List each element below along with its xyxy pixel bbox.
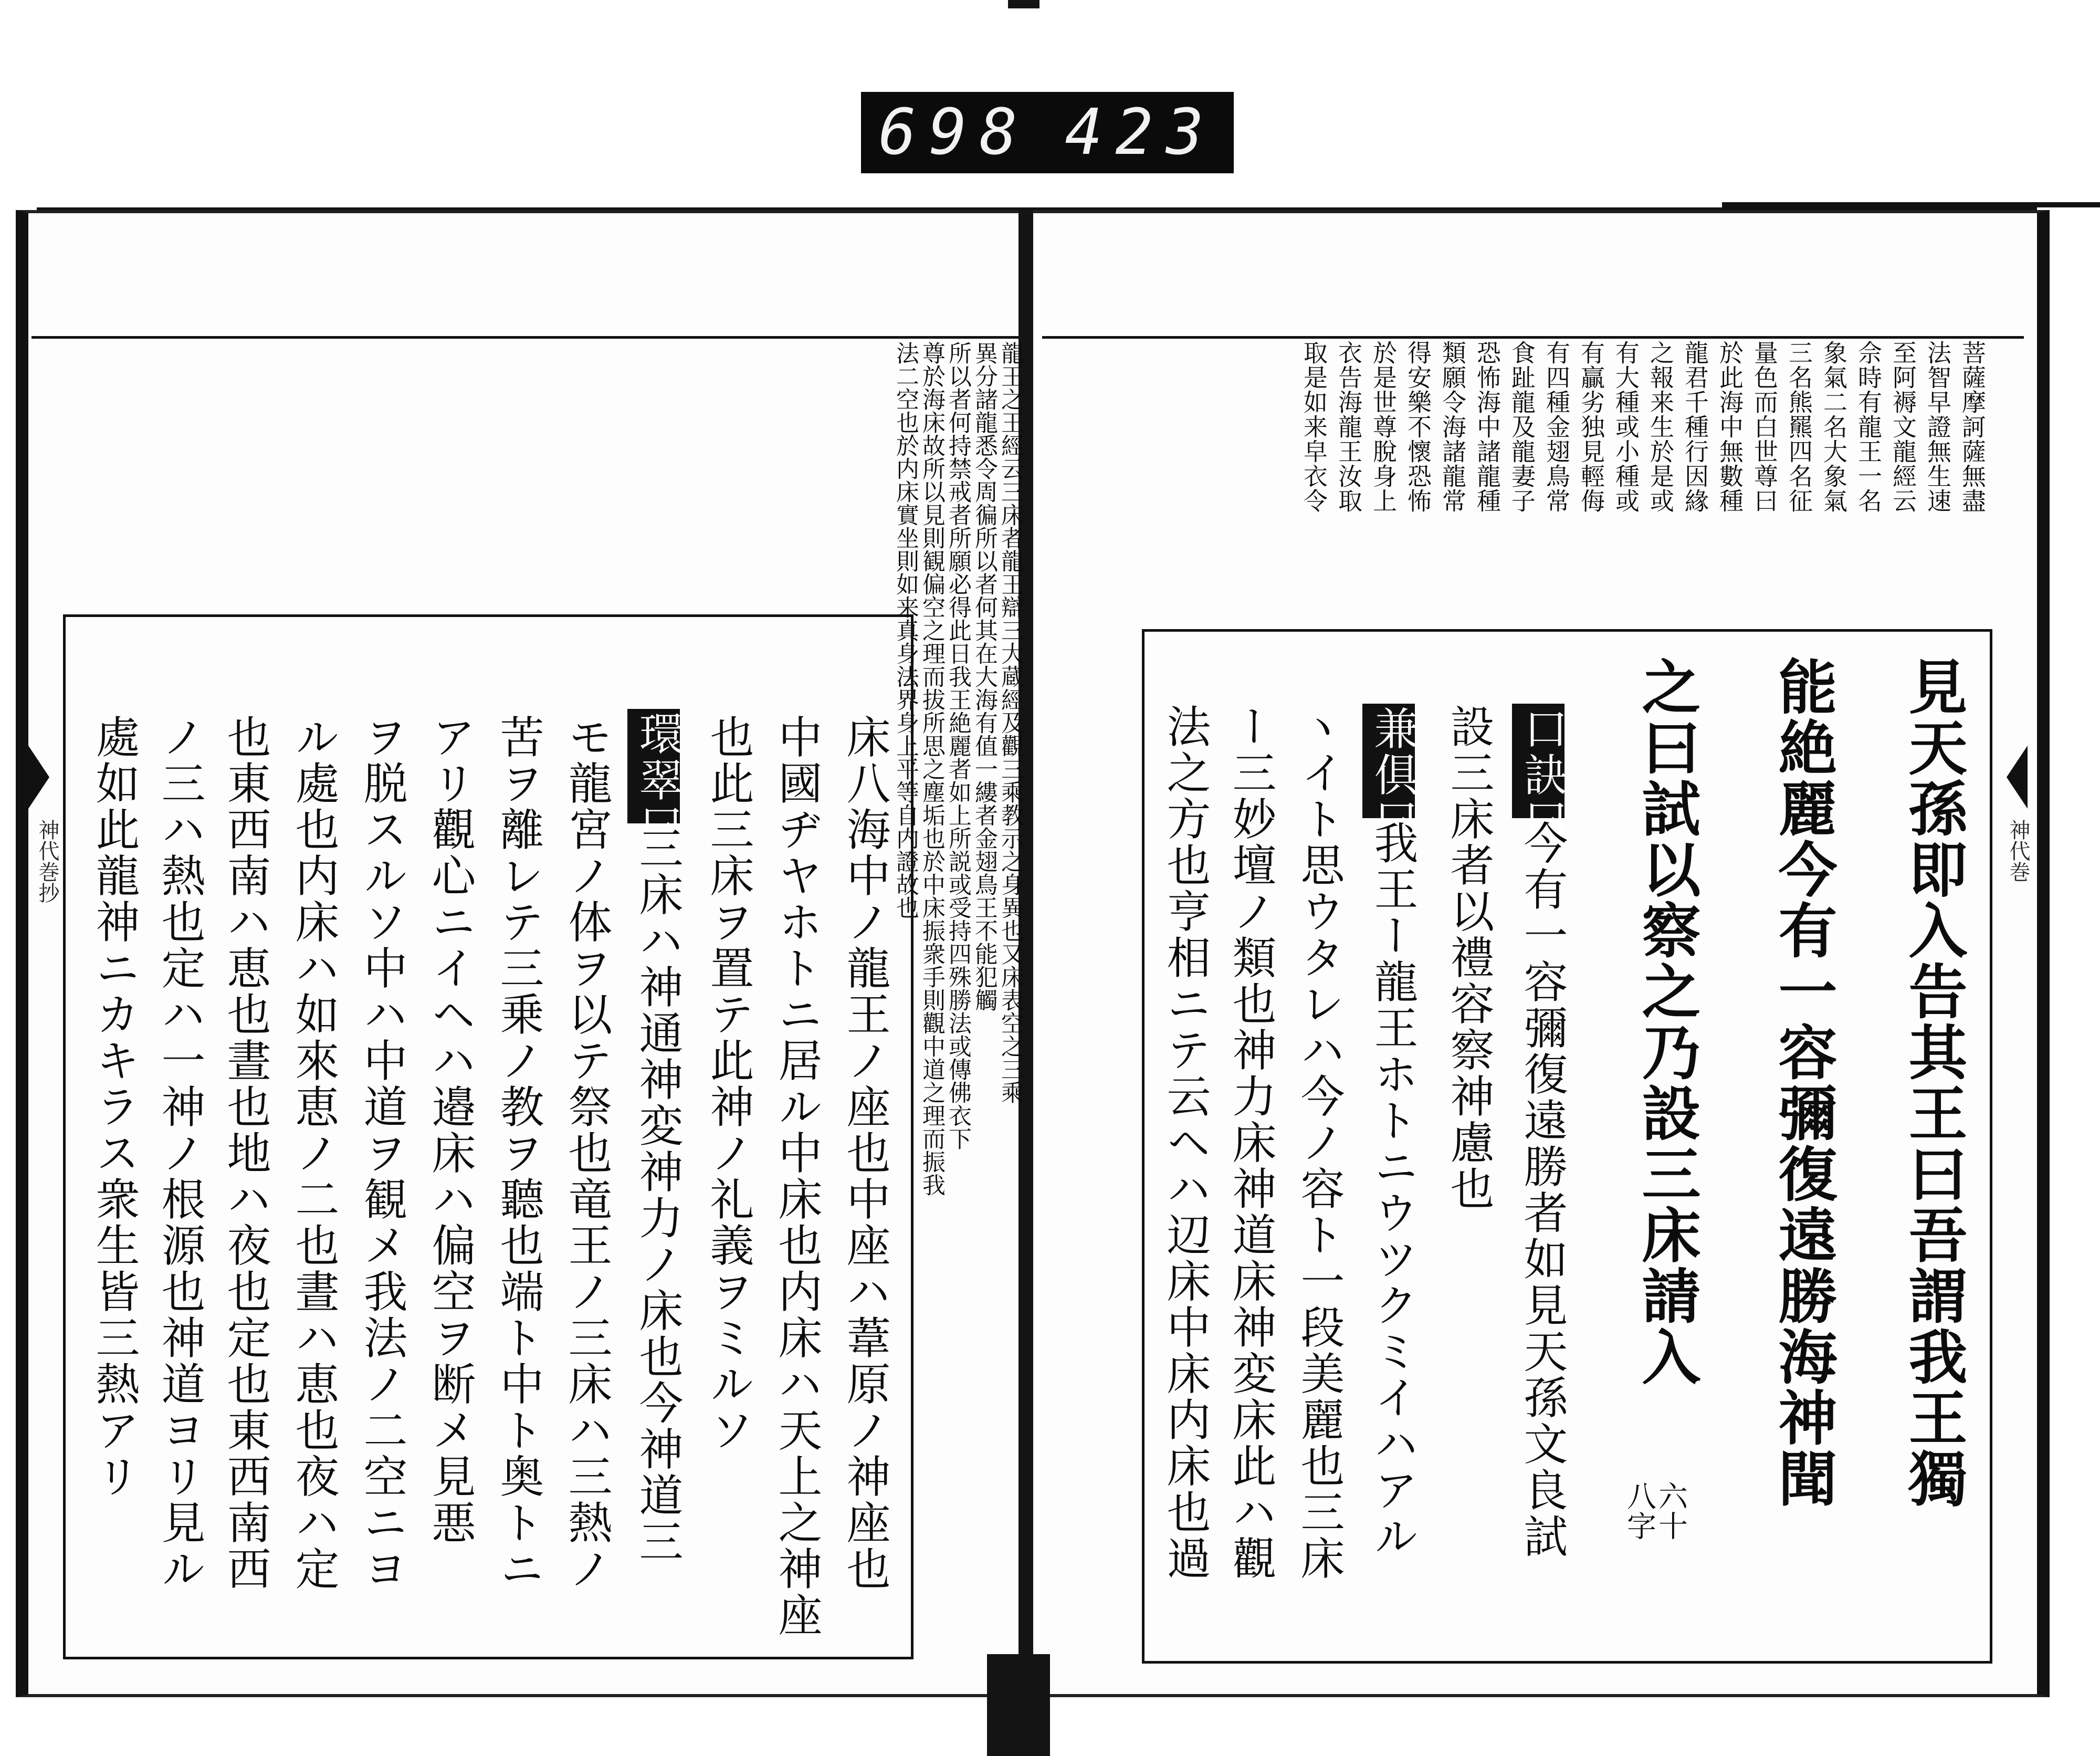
- note-column: 恐怖海中諸龍種: [1473, 340, 1502, 513]
- body-line: 床八海中ノ龍王ノ座也中座ハ葦原ノ神座也: [839, 714, 891, 1592]
- body-text: 三床ハ神通神変神力ノ床也今神道三: [632, 825, 684, 1565]
- commentary-line: ー三妙壇ノ類也神力床神道床神変床此ハ觀: [1225, 704, 1277, 1582]
- note-column: 三名熊羆四名征: [1785, 340, 1813, 513]
- call-number-left: 698: [878, 96, 1030, 169]
- note-column: 有贏劣独見輕侮: [1577, 340, 1605, 513]
- note-column: 法二空也於内床實坐則如来真身法界身上平等自内證故也: [892, 341, 919, 919]
- body-line: ノ三ハ熱也定ハ一神ノ根源也神道ヨリ見ル: [154, 714, 206, 1592]
- note-column: 得安樂不懷恐怖: [1404, 340, 1432, 513]
- note-column: 量色而白世尊曰: [1750, 340, 1779, 513]
- char-count-note: 八字: [1622, 1481, 1656, 1541]
- note-column: 至阿褥文龍經云: [1889, 340, 1917, 513]
- commentary-text: 今有一容彌復遠勝者如見天孫文良試: [1517, 820, 1568, 1560]
- right-top-notes: [1050, 340, 1987, 634]
- note-column: 龍君千種行因緣: [1681, 340, 1709, 513]
- body-line: 也東西南ハ恵也晝也地ハ夜也定也東西南西: [220, 714, 271, 1592]
- body-line: アリ觀心ニイヘハ邉床ハ偏空ヲ断メ見悪: [425, 714, 476, 1546]
- commentary-tag: 環翠曰: [627, 709, 680, 823]
- note-column: 有大種或小種或: [1612, 340, 1640, 513]
- note-column: 食趾龍及龍妻子: [1508, 340, 1536, 513]
- note-column: 異分諸龍悉令周徧所以者何其在大海有值一縷者金翅鳥王不能犯觸: [971, 341, 998, 1011]
- body-line: 中國ヂヤホトニ居ル中床也内床ハ天上之神座: [771, 714, 823, 1638]
- left-edge-label: 神代巻抄: [35, 819, 59, 903]
- main-text-line: 之曰試以察之乃設三床請入: [1632, 656, 1701, 1387]
- body-line: [627, 709, 684, 1644]
- body-line: 處如此龍神ニカキラス衆生皆三熱アリ: [89, 714, 140, 1500]
- body-line: 苦ヲ離レテ三乗ノ教ヲ聽也端ト中ト奥トニ: [493, 714, 544, 1592]
- left-header-rule: [32, 336, 1018, 339]
- page-top-edge-right: [1722, 202, 2100, 207]
- note-column: 菩薩摩訶薩無盡: [1958, 340, 1987, 513]
- main-text-line: 見天孫即入告其王曰吾謂我王獨: [1899, 656, 1968, 1509]
- note-column: 衣告海龍王汝取: [1335, 340, 1363, 513]
- call-number-label: [861, 92, 1234, 173]
- note-column: 佘時有龍王一名: [1854, 340, 1883, 513]
- commentary-tag: 兼俱曰: [1362, 704, 1415, 818]
- call-number-right: 423: [1065, 96, 1216, 169]
- commentary-text: 我王ー龍王ホトニウツクミイハアル: [1367, 820, 1419, 1560]
- commentary-line: [1362, 704, 1419, 1649]
- right-header-rule: [1042, 336, 2024, 339]
- note-column: 尊於海床故所以見則観偏空之理而拔所思之塵垢也於中床振衆手則觀中道之理而振我: [918, 341, 945, 1196]
- body-line: ル處也内床ハ如來恵ノ二也晝ハ恵也夜ハ定: [288, 714, 340, 1592]
- commentary-tag: 口訣曰: [1512, 704, 1564, 818]
- note-column: 於是世尊脫身上: [1369, 340, 1398, 513]
- note-column: 取是如来皁衣令: [1300, 340, 1328, 513]
- note-column: 象氣二名大象氣: [1820, 340, 1848, 513]
- note-column: 類願令海諸龍常: [1438, 340, 1467, 513]
- note-column: 之報来生於是或: [1646, 340, 1675, 513]
- commentary-line: [1512, 704, 1568, 1649]
- body-line: 也此三床ヲ置テ此神ノ礼義ヲミルソ: [703, 714, 754, 1454]
- note-column: 所以者何持禁戒者所願必得此日我王絶麗者如上所説或受持四殊勝法或傳佛衣下: [944, 341, 971, 1150]
- commentary-line: ヽイト思ウタレハ今ノ容ト一段美麗也三床: [1294, 704, 1345, 1582]
- commentary-line: 設三床者以禮容察神慮也: [1443, 704, 1495, 1212]
- commentary-line: 法之方也亨相ニテ云ヘハ辺床中床内床也過: [1160, 704, 1211, 1582]
- note-column: 於此海中無數種: [1716, 340, 1744, 513]
- right-edge-label: 神代巻: [2006, 819, 2030, 882]
- char-count-note: 六十: [1654, 1481, 1688, 1541]
- body-line: モ龍宮ノ体ヲ以テ祭也竜王ノ三床ハ三熱ノ: [561, 714, 613, 1592]
- note-column: 法智早證無生速: [1924, 340, 1952, 513]
- main-text-line: 能絶麗今有一容彌復遠勝海神聞: [1769, 656, 1838, 1509]
- note-column: 龍王之王經云三床者龍王辯三大蔵經及觀三乘教示之身異也又床表空之三乘: [997, 341, 1024, 1104]
- gutter-top-mark: [1008, 0, 1040, 8]
- note-column: 有四種金翅鳥常: [1542, 340, 1571, 513]
- body-line: ヲ脱スルソ中ハ中道ヲ観メ我法ノ二空ニヨ: [356, 714, 408, 1592]
- book-binding-stub: [987, 1654, 1050, 1756]
